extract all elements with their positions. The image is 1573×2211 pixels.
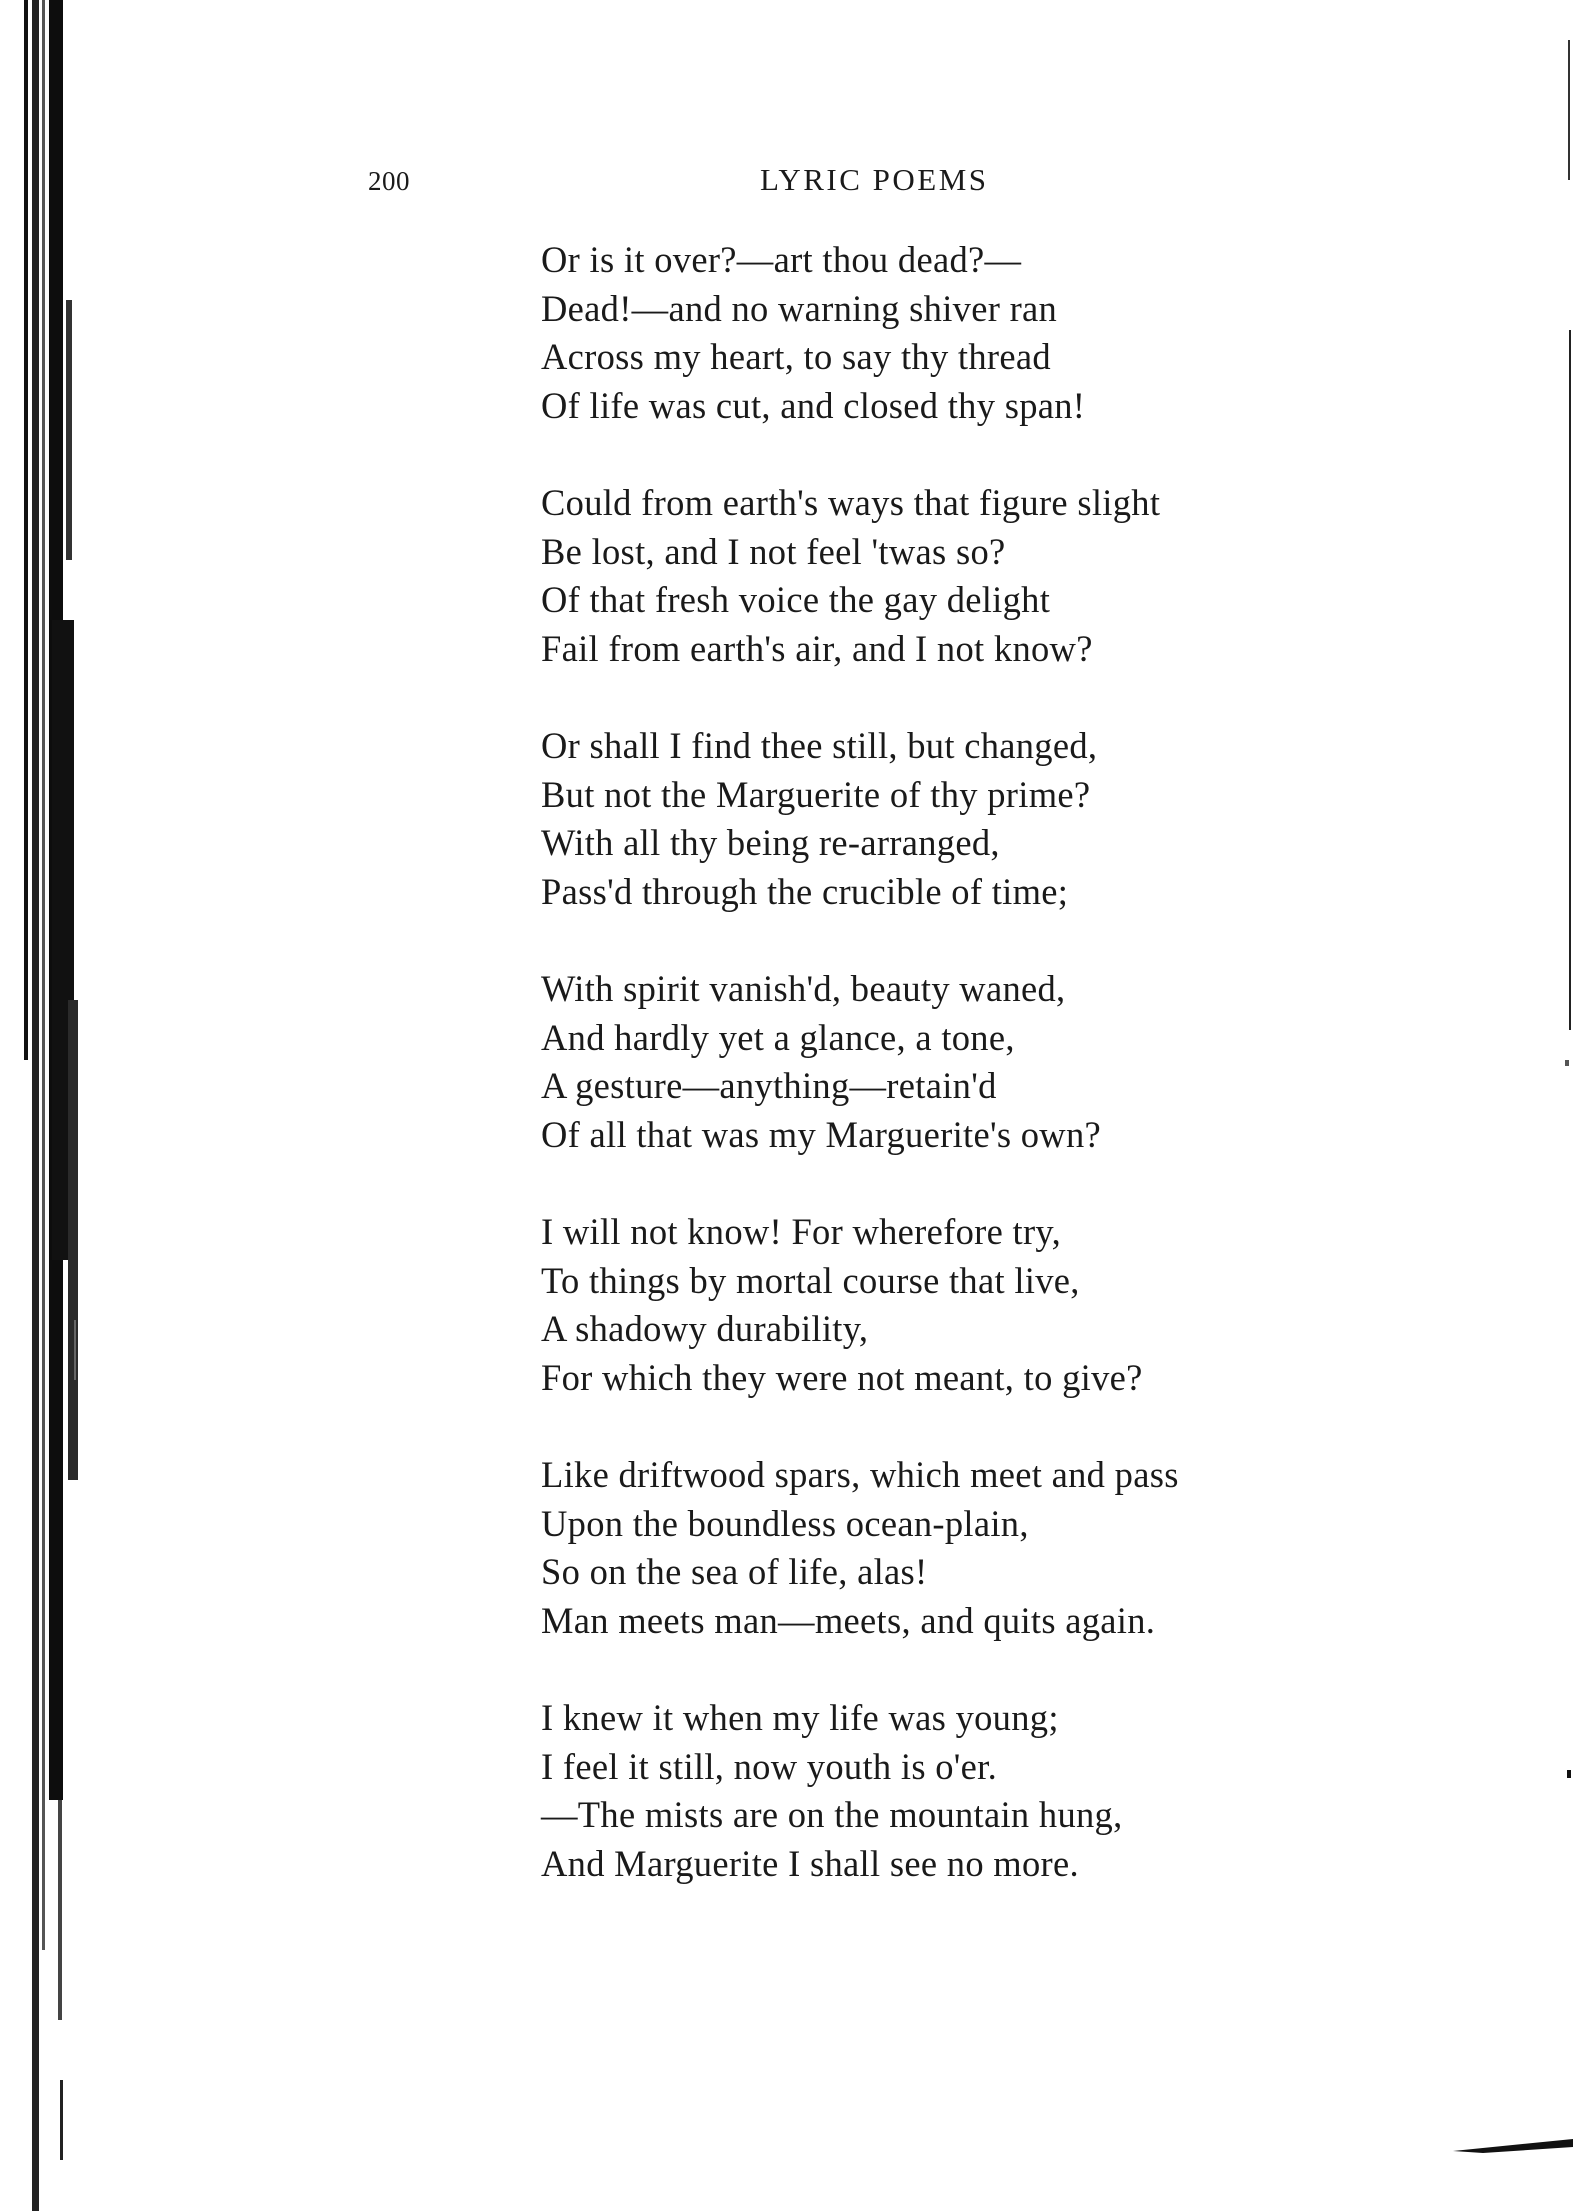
poem-line: Like driftwood spars, which meet and pass (541, 1454, 1179, 1495)
stanza-2 (541, 479, 1361, 673)
poem-line: A shadowy durability, (541, 1308, 869, 1349)
poem-line: But not the Marguerite of thy prime? (541, 773, 1091, 815)
poem-line: I knew it when my life was young; (541, 1697, 1059, 1738)
poem-line: Man meets man—meets, and quits again. (541, 1599, 1156, 1641)
poem-line: And hardly yet a glance, a tone, (541, 1016, 1015, 1058)
running-head: LYRIC POEMS (760, 162, 989, 197)
bottom-edge-mark (1453, 2135, 1573, 2155)
poem-line: Dead!—and no warning shiver ran (541, 287, 1058, 329)
poem-line: And Marguerite I shall see no more. (541, 1842, 1079, 1884)
poem-line: Upon the boundless ocean-plain, (541, 1502, 1029, 1544)
right-page-edge (1553, 0, 1573, 2211)
poem-line: Of all that was my Marguerite's own? (541, 1113, 1102, 1155)
poem-line: With spirit vanish'd, beauty waned, (541, 968, 1066, 1009)
stanza-4 (541, 965, 1361, 1159)
poem-line: Of life was cut, and closed thy span! (541, 384, 1086, 426)
stanza-1 (541, 236, 1361, 430)
stanza-5 (541, 1208, 1361, 1402)
poem-line: With all thy being re-arranged, (541, 822, 1000, 863)
page-number: 200 (368, 166, 410, 196)
poem-line: Or is it over?—art thou dead?— (541, 239, 1022, 280)
poem-line: Be lost, and I not feel 'twas so? (541, 530, 1006, 572)
poem-line: I will not know! For wherefore try, (541, 1211, 1062, 1252)
poem-line: So on the sea of life, alas! (541, 1551, 928, 1592)
poem-line: For which they were not meant, to give? (541, 1356, 1143, 1398)
poem-line: Of that fresh voice the gay delight (541, 579, 1051, 620)
stanza-6 (541, 1451, 1361, 1645)
poem-line: I feel it still, now youth is o'er. (541, 1745, 998, 1787)
poem-line: A gesture—anything—retain'd (541, 1065, 997, 1106)
poem-line: Could from earth's ways that figure slight (541, 482, 1161, 523)
binding-edge (22, 0, 80, 2211)
poem-line: Or shall I find thee still, but changed, (541, 725, 1098, 766)
page-header (0, 162, 1573, 202)
poem-line: Pass'd through the crucible of time; (541, 870, 1069, 912)
poem-body (541, 236, 1361, 1937)
poem-line: Fail from earth's air, and I not know? (541, 627, 1093, 669)
poem-line: —The mists are on the mountain hung, (541, 1794, 1123, 1835)
stanza-7 (541, 1694, 1361, 1888)
poem-line: To things by mortal course that live, (541, 1259, 1080, 1301)
stanza-3 (541, 722, 1361, 916)
poem-line: Across my heart, to say thy thread (541, 336, 1051, 377)
